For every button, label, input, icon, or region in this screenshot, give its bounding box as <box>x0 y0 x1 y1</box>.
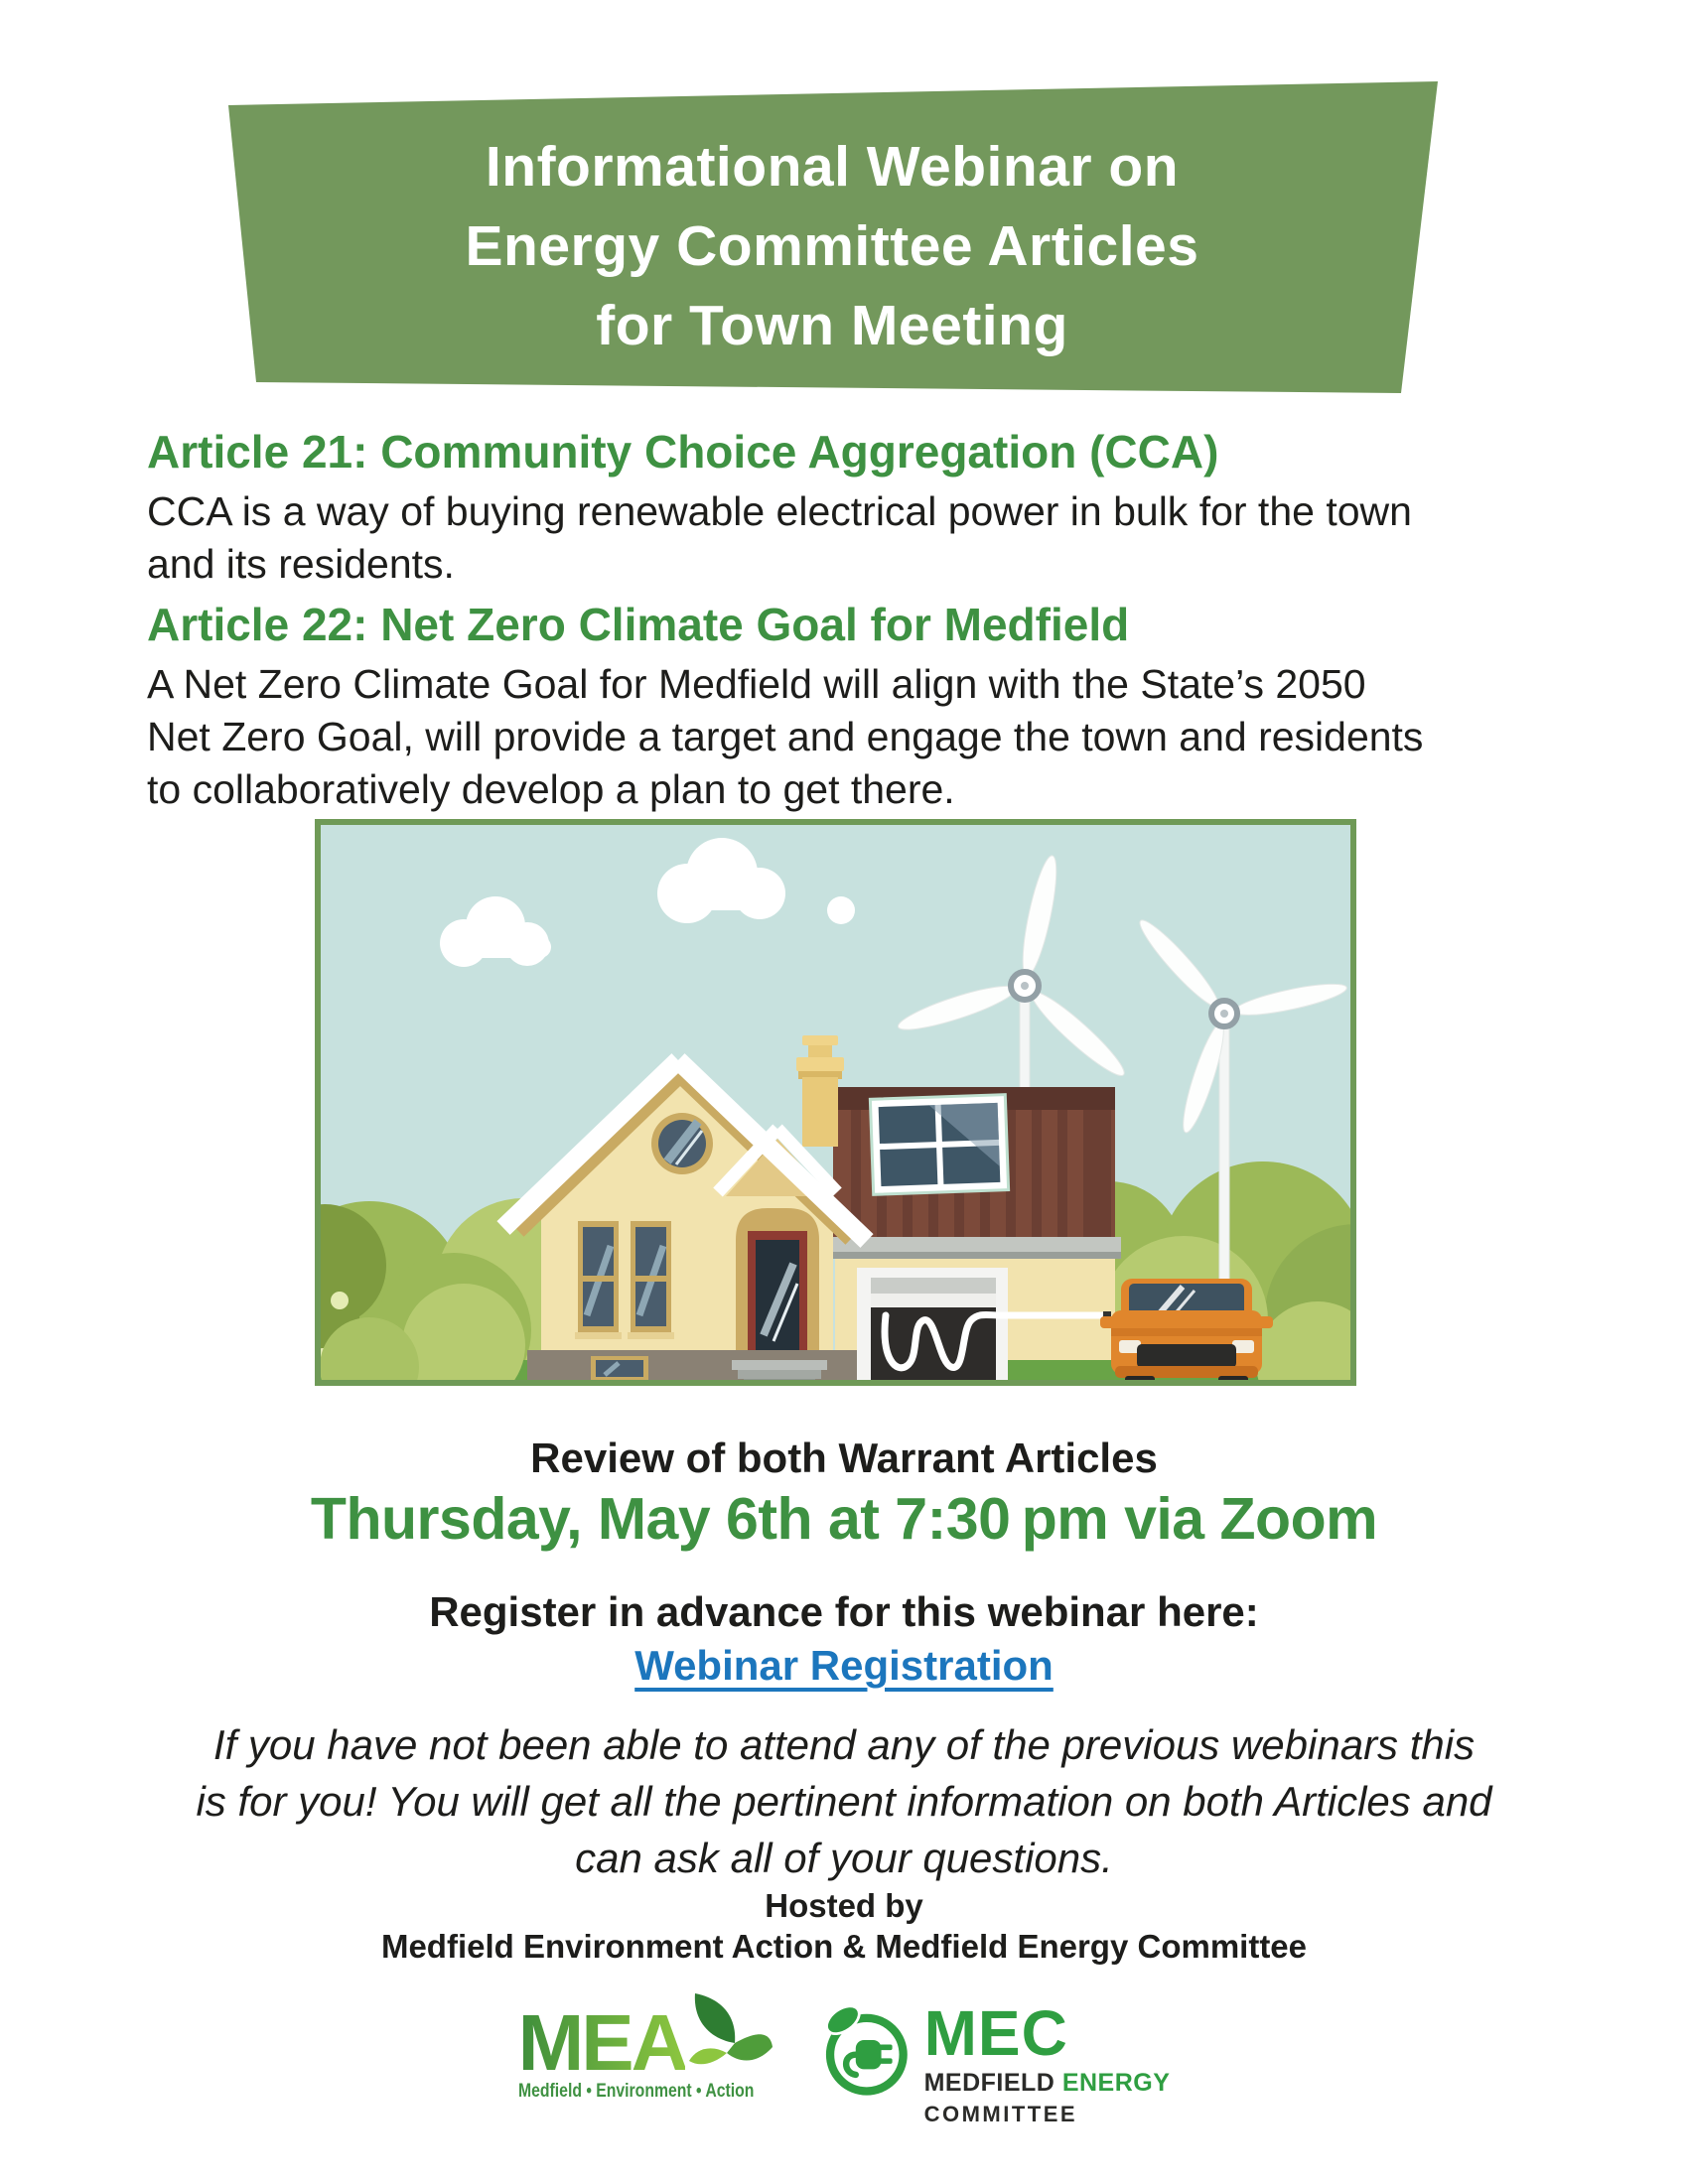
window <box>575 1221 622 1339</box>
hosts-line: Medfield Environment Action & Medfield Energy Committee <box>380 1928 1308 1965</box>
note-paragraph <box>0 1716 1688 1886</box>
mec-org-word1: MEDFIELD <box>923 2069 1055 2097</box>
article-21-heading: Article 21: Community Choice Aggregation (CCA) <box>147 426 1219 478</box>
banner-line: Informational Webinar on <box>485 135 1180 199</box>
skylight-window <box>870 1095 1008 1195</box>
banner-line: for Town Meeting <box>596 294 1068 357</box>
article-21-body <box>147 485 1412 591</box>
mec-org-word2: ENERGY <box>1061 2069 1171 2097</box>
mec-acronym: MEC <box>923 1997 1068 2069</box>
mea-acronym: MEA <box>517 1998 686 2087</box>
eco-home-scene <box>315 819 1356 1386</box>
webinar-registration-link[interactable]: Webinar Registration <box>634 1642 1054 1689</box>
eco-home-illustration <box>315 819 1356 1386</box>
hosted-by-label: Hosted by <box>765 1887 923 1924</box>
mec-plug-leaf-icon <box>819 2003 911 2099</box>
body-line: and its residents. <box>147 541 455 587</box>
body-line: CCA is a way of buying renewable electrical power in bulk for the town <box>147 488 1412 534</box>
note-line: is for you! You will get all the pertinent information on both Articles and <box>196 1778 1492 1825</box>
banner-line: Energy Committee Articles <box>465 214 1199 278</box>
review-line: Review of both Warrant Articles <box>530 1434 1158 1481</box>
body-line: to collaboratively develop a plan to get there. <box>147 766 955 812</box>
note-line: can ask all of your questions. <box>575 1835 1113 1881</box>
mec-logo <box>819 1997 1171 2127</box>
banner-title <box>216 127 1448 365</box>
window <box>628 1221 674 1339</box>
front-door <box>748 1231 807 1360</box>
mea-logo <box>517 1998 772 2132</box>
mea-tagline: Medfield • Environment • Action <box>517 2081 754 2102</box>
leaf-icon <box>665 1991 774 2076</box>
basement-window <box>591 1356 648 1381</box>
electric-car <box>1100 1279 1273 1386</box>
note-line: If you have not been able to attend any of the previous webinars this <box>212 1721 1476 1768</box>
banner <box>216 77 1448 397</box>
body-line: A Net Zero Climate Goal for Medfield will align with the State’s 2050 <box>147 661 1366 707</box>
body-line: Net Zero Goal, will provide a target and engage the town and residents <box>147 714 1424 759</box>
logos-row <box>0 1997 1688 2132</box>
round-window <box>651 1113 713 1174</box>
event-datetime: Thursday, May 6th at 7:30 pm via Zoom <box>310 1486 1378 1552</box>
article-22-heading: Article 22: Net Zero Climate Goal for Medfield <box>147 599 1130 650</box>
mec-org-line1 <box>924 2069 1171 2098</box>
register-line: Register in advance for this webinar here: <box>429 1588 1259 1635</box>
mec-org-line2: COMMITTEE <box>923 2102 1078 2126</box>
cloud-icon <box>827 896 855 924</box>
article-22-body <box>147 658 1423 816</box>
